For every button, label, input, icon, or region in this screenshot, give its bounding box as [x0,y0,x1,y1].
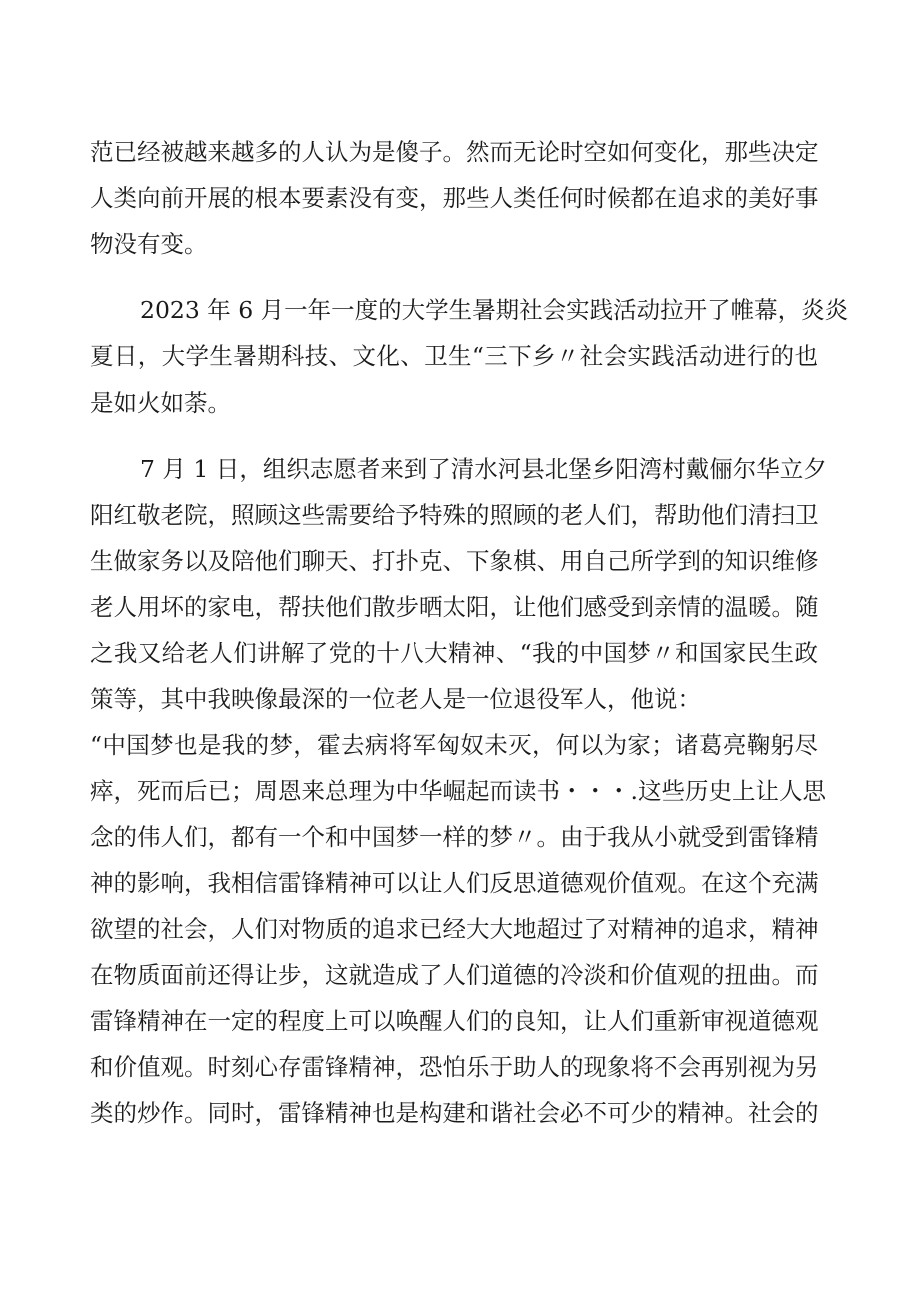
text-line: 之我又给老人们讲解了党的十八大精神、“我的中国梦〃和国家民生政 [90,639,818,667]
text-line: 欲望的社会，人们对物质的追求已经大大地超过了对精神的追求，精神 [90,915,819,943]
text-line: 雷锋精神在一定的程度上可以唤醒人们的良知，让人们重新审视道德观 [90,1007,819,1035]
text-line: 7 月 1 日，组织志愿者来到了清水河县北堡乡阳湾村戴俪尔华立夕 [140,455,827,483]
text-line: 2023 年 6 月一年一度的大学生暑期社会实践活动拉开了帷幕，炎炎 [140,296,849,324]
text-line: 瘁，死而后已；周恩来总理为中华崛起而读书・・・.这些历史上让人思 [90,777,826,805]
text-line: 夏日，大学生暑期科技、文化、卫生“三下乡〃社会实践活动进行的也 [90,342,818,370]
text-line: 策等，其中我映像最深的一位老人是一位退役军人，他说： [90,685,701,713]
text-line: 念的伟人们，都有一个和中国梦一样的梦〃。由于我从小就受到雷锋精 [90,823,819,851]
text-line: 人类向前开展的根本要素没有变，那些人类任何时候都在追求的美好事 [90,184,819,212]
text-line: 老人用坏的家电，帮扶他们散步晒太阳，让他们感受到亲情的温暖。随 [90,593,819,621]
text-line: 类的炒作。同时，雷锋精神也是构建和谐社会必不可少的精神。社会的 [90,1099,819,1127]
text-line: 在物质面前还得让步，这就造成了人们道德的冷淡和价值观的扭曲。而 [90,961,819,989]
text-line: 和价值观。时刻心存雷锋精神，恐怕乐于助人的现象将不会再别视为另 [90,1053,819,1081]
text-line: 生做家务以及陪他们聊天、打扑克、下象棋、用自己所学到的知识维修 [90,547,819,575]
text-line: 是如火如荼。 [90,389,231,417]
text-line: 神的影响，我相信雷锋精神可以让人们反思道德观价值观。在这个充满 [90,869,819,897]
text-line: 物没有变。 [90,230,208,258]
text-line: 范已经被越来越多的人认为是傻子。然而无论时空如何变化，那些决定 [90,138,819,166]
text-line: 阳红敬老院，照顾这些需要给予特殊的照顾的老人们，帮助他们清扫卫 [90,501,819,529]
text-line: “中国梦也是我的梦，霍去病将军匈奴未灭，何以为家；诸葛亮鞠躬尽 [90,731,818,759]
